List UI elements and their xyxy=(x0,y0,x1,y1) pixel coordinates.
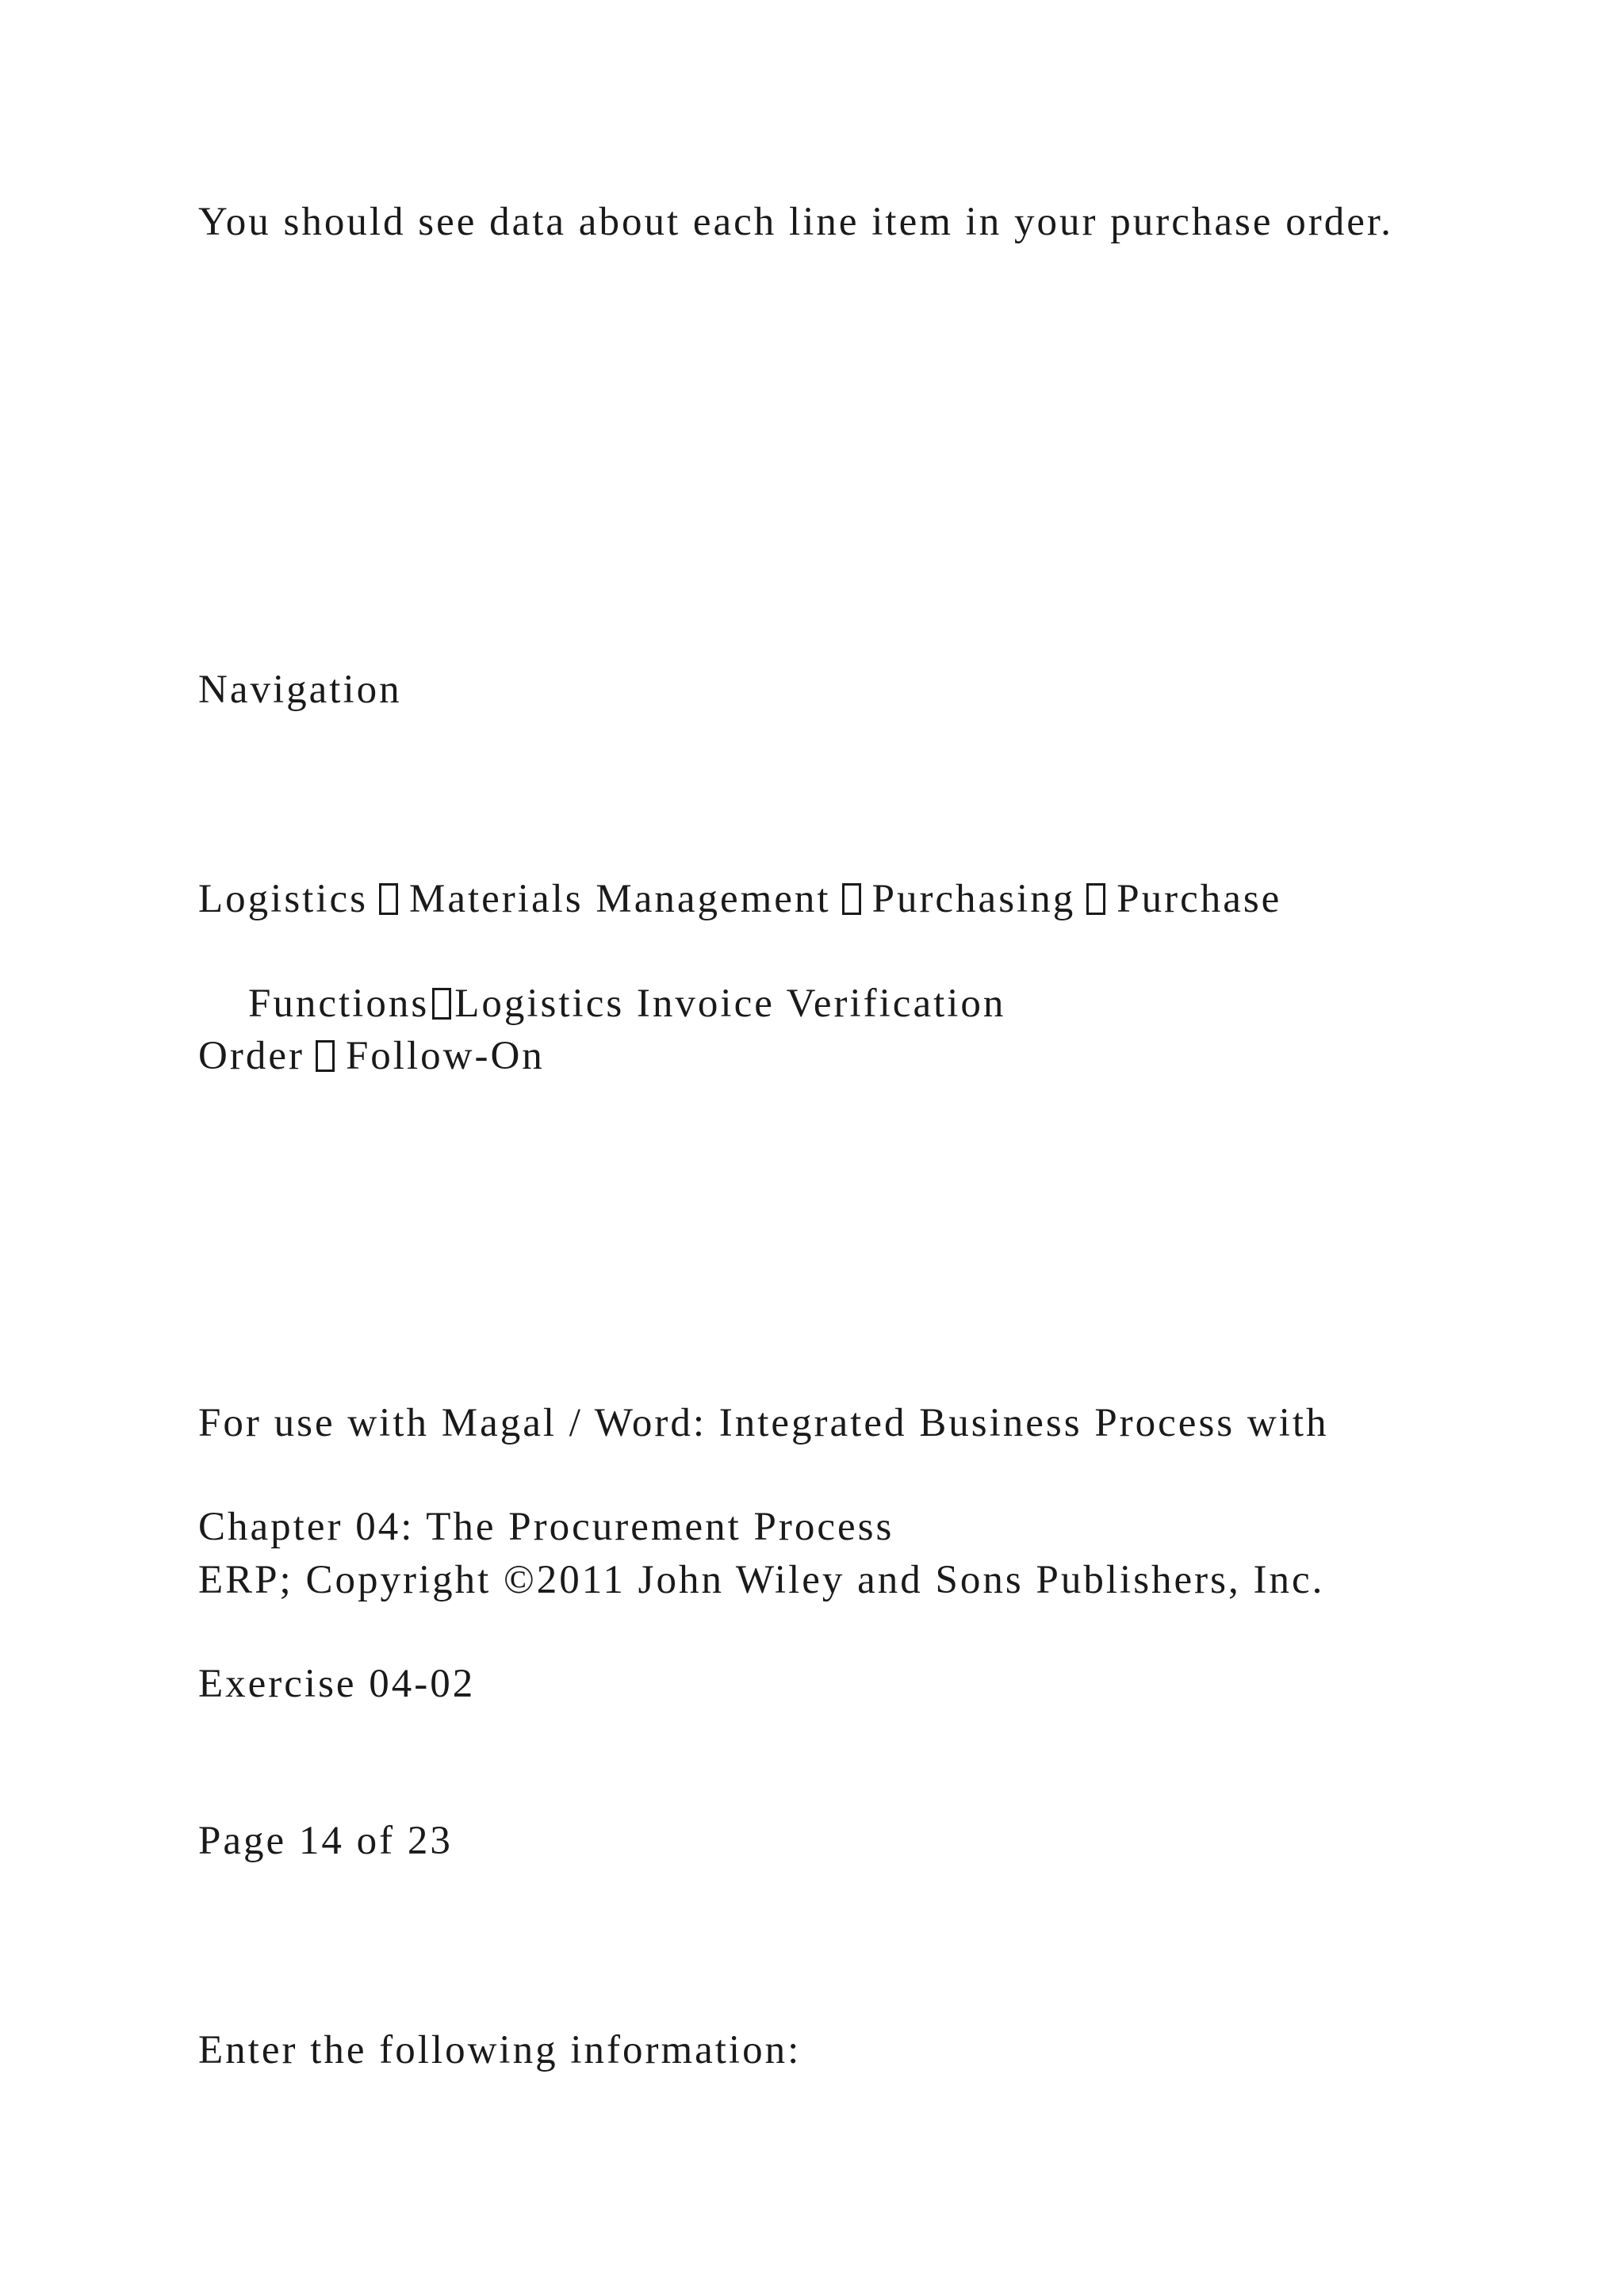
chapter-title: Chapter 04: The Procurement Process xyxy=(198,1505,894,1549)
page-number: Page 14 of 23 xyxy=(198,1819,453,1863)
nav-step-purchase: Purchase xyxy=(1116,877,1282,921)
nav-step-purchasing: Purchasing xyxy=(871,877,1076,921)
nav-step-follow-on: Follow-On xyxy=(345,1034,545,1078)
navigation-path-line-1 xyxy=(198,873,1435,925)
arrow-icon xyxy=(379,883,398,915)
usage-line-2: ERP; Copyright ©2011 John Wiley and Sons Publishers, Inc. xyxy=(198,1558,1325,1602)
arrow-icon xyxy=(842,883,861,915)
instruction-text: Enter the following information: xyxy=(198,2028,802,2072)
nav-step-logistics-invoice-verification: Logistics Invoice Verification xyxy=(454,982,1006,1026)
nav-step-materials-management: Materials Management xyxy=(409,877,831,921)
navigation-heading: Navigation xyxy=(198,668,402,712)
usage-line-1: For use with Magal / Word: Integrated Business Process with xyxy=(198,1401,1329,1445)
arrow-icon xyxy=(432,988,451,1020)
exercise-label: Exercise 04-02 xyxy=(198,1662,476,1706)
nav-step-logistics: Logistics xyxy=(198,877,368,921)
nav-step-functions: Functions xyxy=(248,982,430,1026)
navigation-path-continued xyxy=(198,925,1435,1082)
nav-step-order: Order xyxy=(198,1034,304,1078)
arrow-icon xyxy=(1086,883,1105,915)
intro-paragraph: You should see data about each line item in your purchase order. xyxy=(198,200,1393,244)
